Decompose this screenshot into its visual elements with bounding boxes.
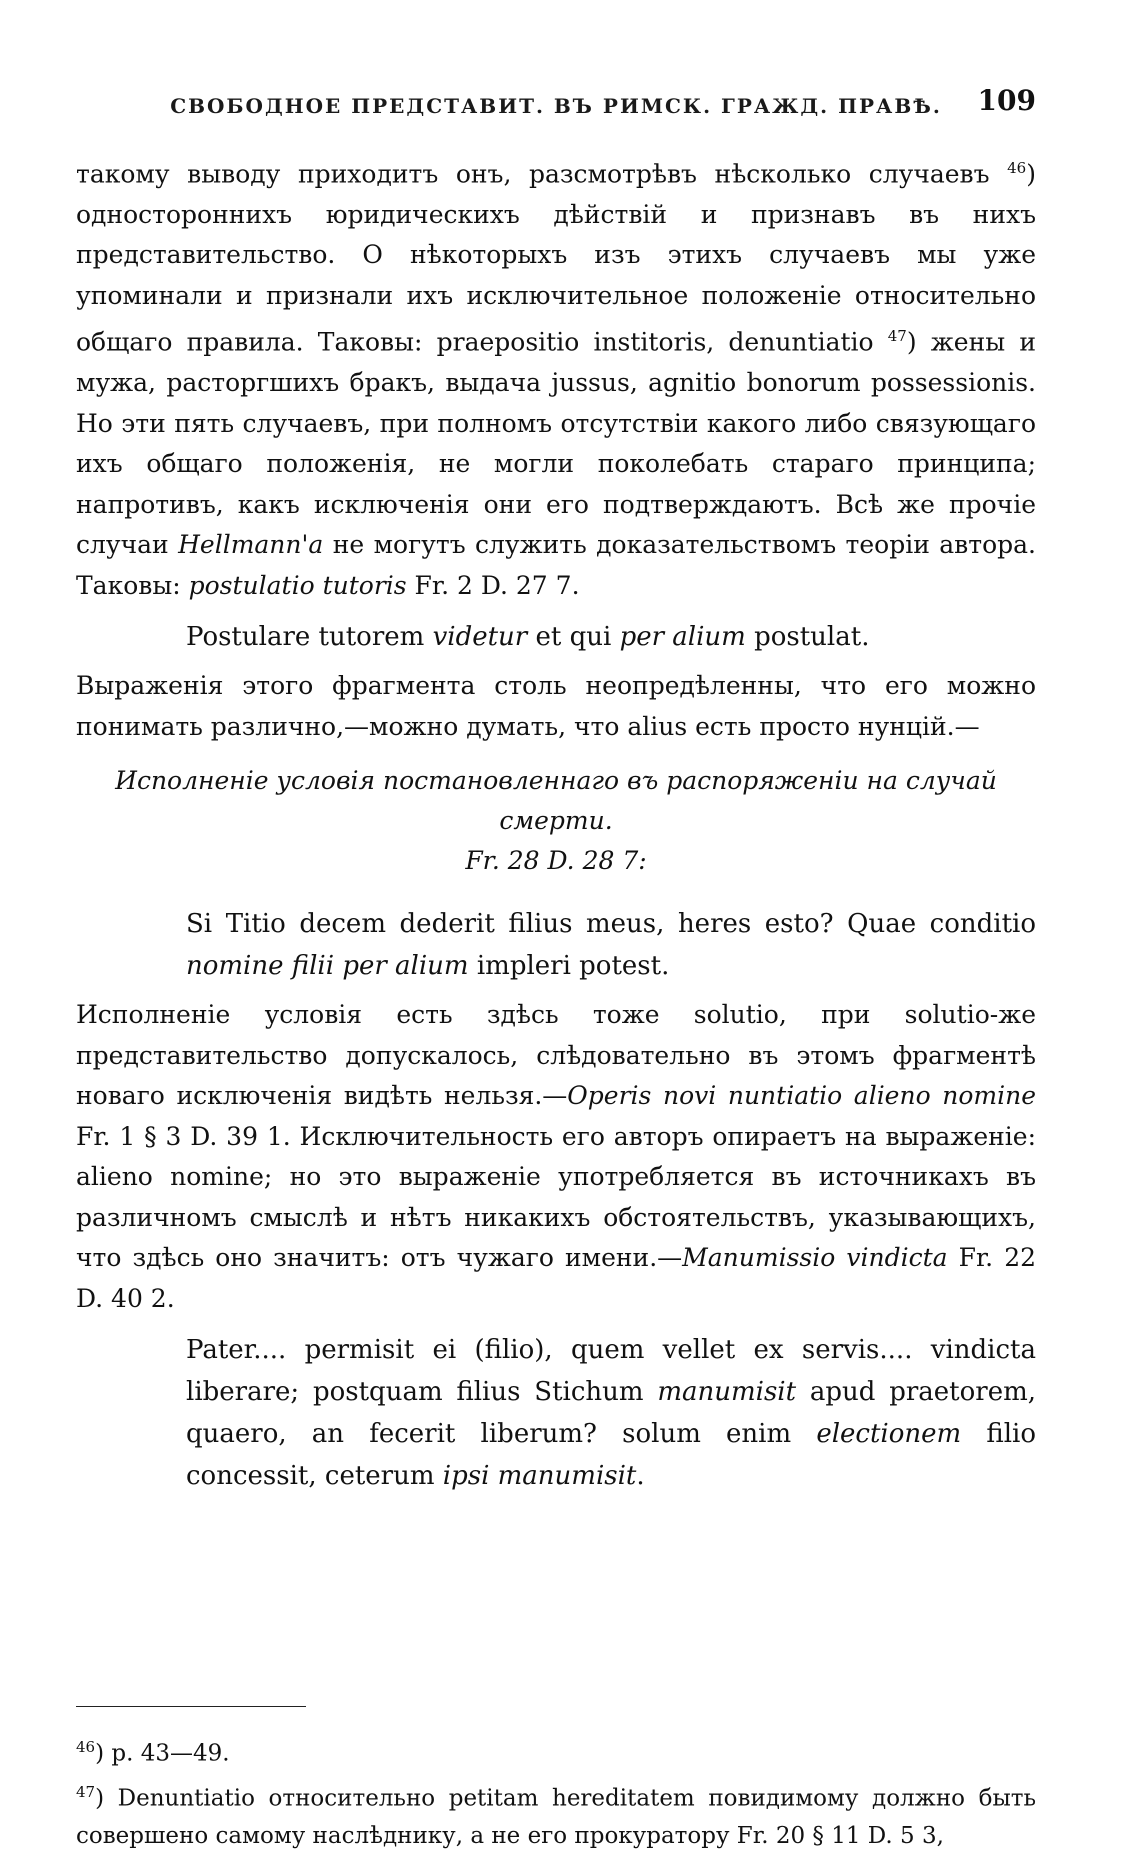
text-run: Si Titio decem dederit filius meus, heres esto? Quae conditio xyxy=(186,909,1036,940)
text-run: такому выводу приходитъ онъ, разсмотрѣвъ нѣсколько случаевъ xyxy=(76,159,1008,189)
main-text xyxy=(76,148,1036,1497)
paragraph-2: Выраженія этого фрагмента столь неопредѣленны, что его можно понимать различно,—можно думать, что alius есть просто нунцій.— xyxy=(76,671,1036,741)
italic-term: per alium xyxy=(619,622,746,653)
text-run: Fr. 22 D. 40 2. xyxy=(76,1243,1037,1313)
page-number: 109 xyxy=(977,84,1036,117)
page-header xyxy=(76,84,1036,124)
italic-term: Manumissio vindicta xyxy=(682,1243,948,1273)
italic-name: Hellmann'а xyxy=(178,530,324,560)
text-run: apud praetorem, quaero, an fecerit liberum? solum enim xyxy=(186,1377,1037,1450)
text-run: impleri potest. xyxy=(468,951,670,982)
text-run: Fr. 1 § 3 D. 39 1. Исключительность его авторъ опираетъ на выраженіе: alieno nomine; но это выраженіе употребляется въ источникахъ въ различномъ смыслѣ и нѣтъ никакихъ обстоятельствъ, указывающихъ, что здѣсь оно значитъ: отъ чужаго имени.— xyxy=(76,1121,1036,1273)
italic-term: electionem xyxy=(816,1419,962,1450)
footnote-text: ) Denuntiatio относительно petitam hereditatem повидимому должно быть совершено самому наслѣднику, а не его прокуратору Fr. 20 § 11 D. 5 3, xyxy=(76,1785,1036,1850)
text-run: ) одностороннихъ юридическихъ дѣйствій и признавъ въ нихъ представительство. О нѣкоторыхъ изъ этихъ случаевъ мы уже упоминали и признали ихъ исключительное положеніе относительно общаго правила. Таковы: praepositio institoris, denuntiatio xyxy=(76,159,1036,357)
italic-term: ipsi manumisit xyxy=(442,1461,637,1492)
footnote-divider xyxy=(76,1706,306,1707)
section-heading: Исполненіе условія постановленнаго въ распоряженіи на случай смерти. xyxy=(115,766,997,836)
footnote-marker: 47 xyxy=(76,1782,96,1801)
italic-term: Operis novi nuntiatio alieno nomine xyxy=(567,1081,1036,1111)
footnote-ref-47: 47 xyxy=(887,327,907,346)
text-run: Postulare tutorem xyxy=(186,622,433,653)
latin-quote-3 xyxy=(186,1329,1036,1497)
footnote-47 xyxy=(76,1773,1036,1855)
footnote-46 xyxy=(76,1728,1036,1773)
footnotes xyxy=(76,1728,1036,1855)
italic-term: postulatio tutoris xyxy=(188,570,407,600)
text-run: Fr. 2 D. 27 7. xyxy=(406,570,580,600)
text-run: . xyxy=(636,1461,645,1492)
italic-term: videtur xyxy=(432,622,528,653)
text-run: ) жены и мужа, расторгшихъ бракъ, выдача jussus, agnitio bonorum possessionis. Но эти пять случаевъ, при полномъ отсутствіи какого либо связующаго ихъ общаго положенія, не могли поколебать стараго принципа; напротивъ, какъ исключенія они его подтверждаютъ. Всѣ же прочіе случаи xyxy=(76,327,1036,560)
latin-quote-1 xyxy=(186,616,1036,658)
italic-term: nomine filii per alium xyxy=(186,951,469,982)
latin-quote-2 xyxy=(186,903,1036,987)
paragraph-3 xyxy=(76,995,1036,1319)
footnote-ref-46: 46 xyxy=(1007,159,1027,177)
italic-term: manumisit xyxy=(657,1377,797,1408)
footnote-marker: 46 xyxy=(76,1738,96,1756)
text-run: filio concessit, ceterum xyxy=(186,1419,1036,1492)
footnote-text: ) p. 43—49. xyxy=(95,1740,230,1767)
text-run: postulat. xyxy=(745,622,870,653)
paragraph-1 xyxy=(76,148,1036,606)
text-run: Исполненіе условія есть здѣсь тоже solutio, при solutio-же представительство допускалось, слѣдовательно въ этомъ фрагментѣ новаго исключенія видѣть нельзя.— xyxy=(76,1000,1036,1111)
text-run: Pater.... permisit ei (filio), quem vellet ex servis.... vindicta liberare; postquam filius Stichum xyxy=(186,1335,1036,1408)
section-reference: Fr. 28 D. 28 7: xyxy=(465,846,647,876)
text-run: не могутъ служить доказательствомъ теоріи автора. Таковы: xyxy=(76,530,1036,600)
running-title: СВОБОДНОЕ ПРЕДСТАВИТ. ВЪ РИМСК. ГРАЖД. ПРАВѢ. xyxy=(170,94,942,118)
text-run: et qui xyxy=(527,622,620,653)
